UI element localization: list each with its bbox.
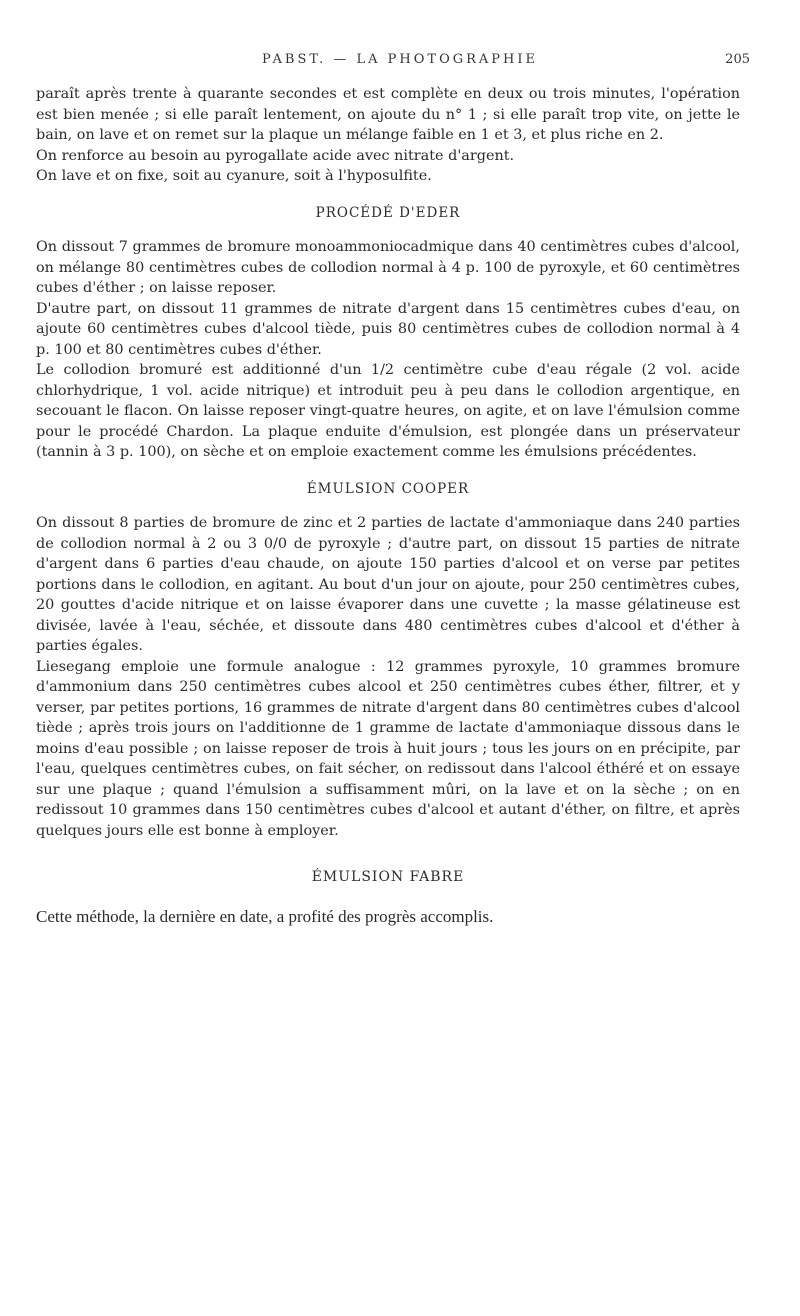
paragraph: On dissout 8 parties de bromure de zinc et 2 parties de lactate d'ammoniaque dans 240 parties de collodion normal à 2 ou 3 0/0 de pyroxyle ; d'autre part, on dissout 15 parties de nitrate d'argent dans 6 parties d'eau chaude, on ajoute 150 parties d'alcool et on verse par petites portions dans le collodion, en agitant. Au bout d'un jour on ajoute, pour 250 centimètres cubes, 20 gouttes d'acide nitrique et on laisse évaporer dans une cuvette ; la masse gélatineuse est divisée, lavée à l'eau, séchée, et dissoute dans 480 centimètres cubes d'alcool et d'éther à parties égales. [36,515,740,654]
paragraph: Cette méthode, la dernière en date, a profité des progrès accomplis. [36,906,494,926]
paragraph: On renforce au besoin au pyrogallate acide avec nitrate d'argent. [36,147,515,164]
section-heading-eder: PROCÉDÉ D'EDER [315,204,461,221]
running-head [40,52,760,72]
body-text [36,84,740,928]
page-number: 205 [725,52,750,67]
section-heading-cooper: ÉMULSION COOPER [306,480,470,497]
paragraph: Le collodion bromuré est additionné d'un 1/2 centimètre cube d'eau régale (2 vol. acide chlorhydrique, 1 vol. acide nitrique) et introduit peu à peu dans le collodion argentique, en secouant le flacon. On laisse reposer vingt-quatre heures, on agite, et on lave l'émulsion comme pour le procédé Chardon. La plaque enduite d'émulsion, est plongée dans un préservateur (tannin à 3 p. 100), on sèche et on emploie exactement comme les émulsions précédentes. [36,362,740,460]
paragraph: paraît après trente à quarante secondes et est complète en deux ou trois minutes, l'opération est bien menée ; si elle paraît lentement, on ajoute du n° 1 ; si elle paraît trop vite, on jette le bain, on lave et on remet sur la plaque un mélange faible en 1 et 3, et plus riche en 2. [36,86,740,143]
paragraph: On dissout 7 grammes de bromure monoammoniocadmique dans 40 centimètres cubes d'alcool, on mélange 80 centimètres cubes de collodion normal à 4 p. 100 de pyroxyle, et 60 centimètres cubes d'éther ; on laisse reposer. [36,239,740,296]
paragraph: Liesegang emploie une formule analogue : 12 grammes pyroxyle, 10 grammes bromure d'ammonium dans 250 centimètres cubes alcool et 250 centimètres cubes éther, filtrer, et y verser, par petites portions, 16 grammes de nitrate d'argent dans 80 centimètres cubes d'alcool tiède ; après trois jours on l'additionne de 1 gramme de lactate d'ammoniaque dissous dans le moins d'eau possible ; on laisse reposer de trois à huit jours ; tous les jours on en précipite, par l'eau, quelques centimètres cubes, on fait sécher, on redissout dans l'alcool éthéré et on essaye sur une plaque ; quand l'émulsion a suffisamment mûri, on la lave et on la sèche ; on en redissout 10 grammes dans 150 centimètres cubes d'alcool et autant d'éther, on filtre, et après quelques jours elle est bonne à employer. [36,658,740,839]
paragraph: D'autre part, on dissout 11 grammes de nitrate d'argent dans 15 centimètres cubes d'eau, on ajoute 60 centimètres cubes d'alcool tiède, puis 80 centimètres cubes de collodion normal à 4 p. 100 et 80 centimètres cubes d'éther. [36,300,740,358]
paragraph: On lave et on fixe, soit au cyanure, soit à l'hyposulfite. [36,168,432,184]
section-heading-fabre: ÉMULSION FABRE [311,869,465,885]
running-title: PABST. — LA PHOTOGRAPHIE [261,52,539,67]
